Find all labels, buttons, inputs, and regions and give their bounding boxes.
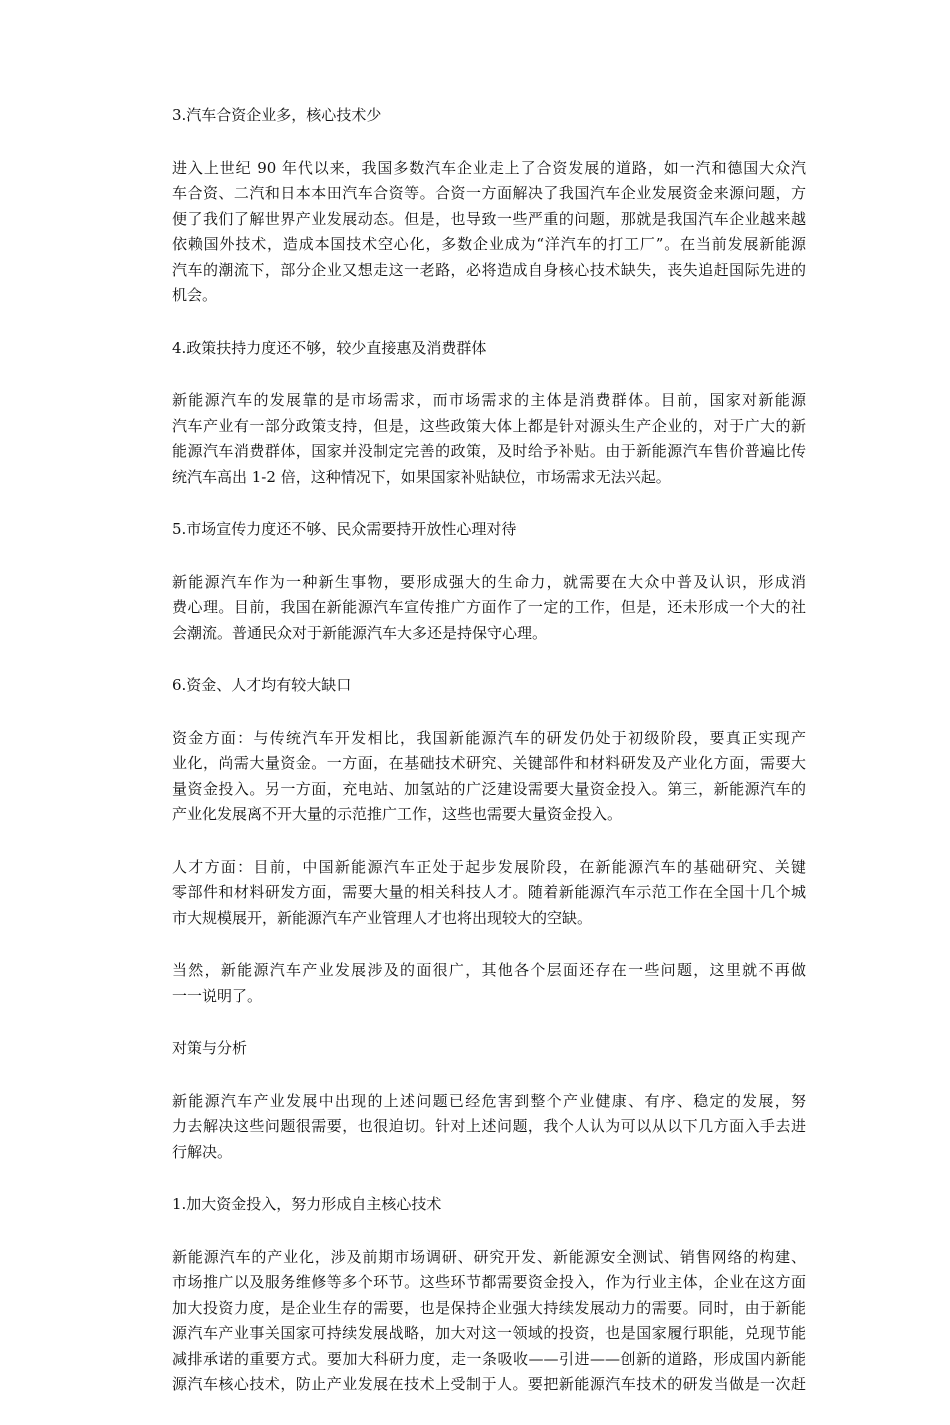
- paragraph-line: 行解决。: [172, 1142, 233, 1161]
- paragraph-line: 资金方面：与传统汽车开发相比，我国新能源汽车的研发仍处于初级阶段，要真正实现产: [172, 728, 806, 747]
- paragraph: [142, 726, 806, 828]
- section-heading: 5.市场宣传力度还不够、民众需要持开放性心理对待: [172, 520, 517, 538]
- paragraph-line: 新能源汽车作为一种新生事物，要形成强大的生命力，就需要在大众中普及认识，形成消: [172, 572, 806, 591]
- paragraph-line: 力去解决这些问题很需要，也很迫切。针对上述问题，我个人认为可以从以下几方面入手去进: [172, 1117, 806, 1135]
- paragraph-line: 加大投资力度，是企业生存的需要，也是保持企业强大持续发展动力的需要。同时，由于新能: [172, 1298, 806, 1317]
- paragraph: [142, 958, 806, 1009]
- paragraph-line: 车合资、二汽和日本本田汽车合资等。合资一方面解决了我国汽车企业发展资金来源问题，方: [172, 184, 806, 202]
- paragraph-line: 机会。: [172, 286, 218, 304]
- paragraph-line: 汽车产业有一部分政策支持，但是，这些政策大体上都是针对源头生产企业的，对于广大的新: [172, 416, 806, 435]
- paragraph-line: 费心理。目前，我国在新能源汽车宣传推广方面作了一定的工作，但是，还未形成一个大的社: [172, 598, 806, 616]
- section-heading: 1.加大资金投入，努力形成自主核心技术: [172, 1195, 442, 1213]
- paragraph: [142, 388, 806, 490]
- paragraph-line: 新能源汽车的产业化，涉及前期市场调研、研究开发、新能源安全测试、销售网络的构建、: [172, 1247, 806, 1266]
- paragraph-line: 源汽车产业事关国家可持续发展战略，加大对这一领域的投资，也是国家履行职能，兑现节能: [172, 1324, 806, 1342]
- paragraph-line: 源汽车核心技术，防止产业发展在技术上受制于人。要把新能源汽车技术的研发当做是一次赶: [172, 1375, 806, 1393]
- paragraph-line: 当然，新能源汽车产业发展涉及的面很广，其他各个层面还存在一些问题，这里就不再做: [172, 961, 806, 979]
- paragraph-line: 零部件和材料研发方面，需要大量的相关科技人才。随着新能源汽车示范工作在全国十几个城: [172, 883, 806, 901]
- section-heading: 6.资金、人才均有较大缺口: [172, 676, 352, 694]
- paragraph-line: 便了我们了解世界产业发展动态。但是，也导致一些严重的问题，那就是我国汽车企业越来越: [172, 209, 806, 228]
- section-heading: 3.汽车合资企业多，核心技术少: [172, 106, 382, 124]
- paragraph: [142, 1245, 806, 1398]
- paragraph-line: 业化，尚需大量资金。一方面，在基础技术研究、关键部件和材料研发及产业化方面，需要大: [172, 754, 806, 772]
- paragraph-line: 市场推广以及服务维修等多个环节。这些环节都需要资金投入，作为行业主体，企业在这方面: [172, 1273, 806, 1291]
- paragraph-line: 减排承诺的重要方式。要加大科研力度，走一条吸收——引进——创新的道路，形成国内新能: [172, 1349, 806, 1368]
- paragraph-line: 人才方面：目前，中国新能源汽车正处于起步发展阶段，在新能源汽车的基础研究、关键: [172, 857, 806, 876]
- paragraph: [142, 570, 806, 647]
- section-heading: 4.政策扶持力度还不够，较少直接惠及消费群体: [172, 338, 487, 357]
- paragraph-line: 汽车的潮流下，部分企业又想走这一老路，必将造成自身核心技术缺失，丧失追赶国际先进的: [172, 260, 806, 279]
- paragraph-line: 会潮流。普通民众对于新能源汽车大多还是持保守心理。: [172, 623, 548, 642]
- paragraph-line: 新能源汽车的发展靠的是市场需求，而市场需求的主体是消费群体。目前，国家对新能源: [172, 391, 806, 409]
- paragraph-line: 能源汽车消费群体，国家并没制定完善的政策，及时给予补贴。由于新能源汽车售价普遍比传: [172, 442, 806, 460]
- paragraph-line: 统汽车高出 1-2 倍，这种情况下，如果国家补贴缺位，市场需求无法兴起。: [172, 467, 671, 486]
- paragraph-line: 新能源汽车产业发展中出现的上述问题已经危害到整个产业健康、有序、稳定的发展，努: [172, 1091, 806, 1110]
- paragraph-line: 一一说明了。: [172, 986, 263, 1005]
- paragraph-line: 量资金投入。另一方面，充电站、加氢站的广泛建设需要大量资金投入。第三，新能源汽车的: [172, 779, 806, 798]
- section-heading: 对策与分析: [172, 1039, 248, 1057]
- document-body: [142, 103, 806, 1425]
- paragraph-line: 依赖国外技术，造成本国技术空心化，多数企业成为“洋汽车的打工厂”。在当前发展新能源: [172, 235, 806, 253]
- paragraph: [142, 1089, 806, 1166]
- paragraph: [142, 855, 806, 932]
- paragraph: [142, 156, 806, 309]
- paragraph-line: 产业化发展离不开大量的示范推广工作，这些也需要大量资金投入。: [172, 805, 623, 823]
- paragraph-line: 进入上世纪 90 年代以来，我国多数汽车企业走上了合资发展的道路，如一汽和德国大众汽: [172, 158, 806, 177]
- paragraph-line: 市大规模展开，新能源汽车产业管理人才也将出现较大的空缺。: [172, 908, 593, 927]
